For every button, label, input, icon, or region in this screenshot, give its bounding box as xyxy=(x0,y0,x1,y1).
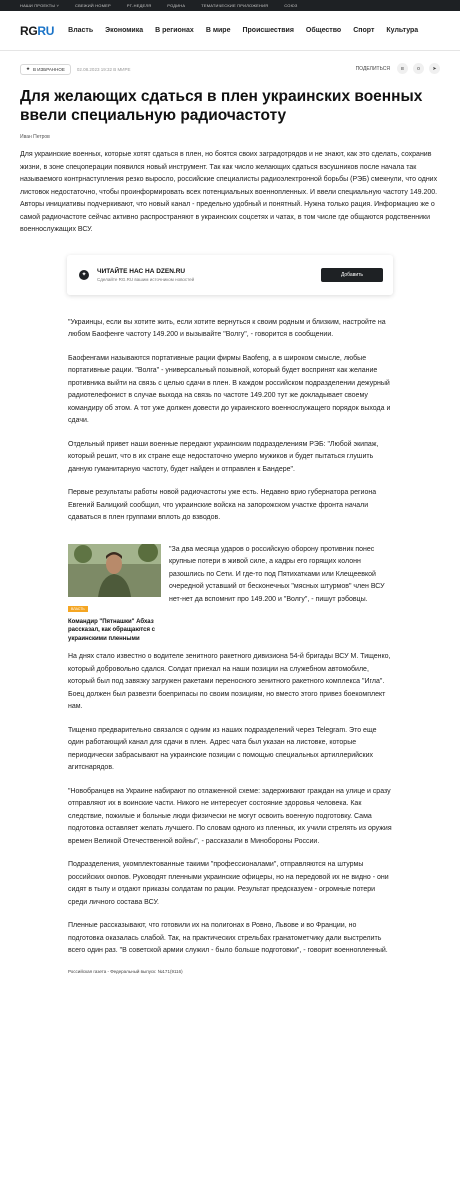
nav-item-regions[interactable]: В регионах xyxy=(155,27,194,34)
top-projects-bar xyxy=(0,0,460,11)
nav-item-economy[interactable]: Экономика xyxy=(105,27,144,34)
article-paragraph: "Новобранцев на Украине набирают по отлаженной схеме: задерживают граждан на улице и сразу отправляют их в воинские части. Никого не интересует состояние здоровья человека. Как следствие, пожилые и больные люди физически не могут освоить военную подготовку. Сама подготовка оставляет желать лучшего. По словам одного из пленных, их учили стрелять из оружия времен Великой Отечественной войны", - рассказали в Минобороны России. xyxy=(68,787,392,845)
article-date: 02.08.2023 19:32 В МИРЕ xyxy=(76,66,131,72)
print-edition-note: Российская газета - Федеральный выпуск: №171(9116) xyxy=(68,968,183,974)
share-label: ПОДЕЛИТЬСЯ xyxy=(355,65,390,72)
dzen-title: ЧИТАЙТЕ НАС НА DZEN.RU xyxy=(97,267,186,275)
article-paragraph: Баофенгами называются портативные рации фирмы Baofeng, а в широком смысле, любые портативные рации. "Волга" - универсальный позывной, который будет воспринят как желание противника выйти на связь с целью сдачи в плен. В каждом российском подразделении дежурный радиотелефонист в случае выхода на связь по частоте 149.200 тут же докладывает своему командиру об этом. А тот уже должен довести до украинского военнослужащего порядок выхода и сдачи. xyxy=(68,354,391,424)
topbar-link-rg-week[interactable]: РГ-НЕДЕЛЯ xyxy=(126,3,152,8)
article-author[interactable]: Иван Петров xyxy=(20,134,50,140)
topbar-link-supplements[interactable]: ТЕМАТИЧЕСКИЕ ПРИЛОЖЕНИЯ xyxy=(201,3,269,8)
article-paragraph: "За два месяца ударов о российскую оборону противник понес крупные потери в живой силе, а кадры его горящих колонн разошлись по Сети. И где-то под Пятихатками или Клещеевкой очередной уставший от бесконечных "мясных штурмов" член ВСУ нет-нет да вспомнит про 149.200 и "Волгу", - пишут рэбовцы. xyxy=(169,545,385,603)
related-article-card[interactable] xyxy=(68,544,161,644)
vk-icon[interactable]: в xyxy=(397,63,408,74)
article-paragraph: Первые результаты работы новой радиочастоты уже есть. Недавно врио губернатора региона Евгений Балицкий сообщил, что украинские войска на запорожском участке фронта начали сдаваться в плен группами вплоть до взводов. xyxy=(68,489,377,521)
star-icon: ★ xyxy=(26,66,31,71)
telegram-icon[interactable]: ➤ xyxy=(429,63,440,74)
topbar-link-soyuz[interactable]: СОЮЗ xyxy=(284,3,298,8)
article-paragraph: "Украинцы, если вы хотите жить, если хотите вернуться к своим родным и близким, настройте на любом Баофенге частоту 149.200 и вызывайте "Волгу", - говорится в сообщении. xyxy=(68,318,386,338)
related-article-caption[interactable]: Командир "Пятнашки" Абхаз рассказал, как обращаются с украинскими пленными xyxy=(68,618,156,642)
dzen-subtitle: Сделайте RG.RU вашим источником новостей xyxy=(97,276,195,282)
dzen-subscribe-banner xyxy=(67,255,393,295)
article-paragraph: На днях стало известно о водителе зенитного ракетного дивизиона 54-й бригады ВСУ М. Тищенко, который добровольно сдался. Солдат приехал на наши позиции на служебном автомобиле, который был под завязку загружен ракетами переносного зенитного ракетного комплекса "Игла". Боец должен был развезти боеприпасы по своим позициям, но вместо этого привез боекомплект нам. xyxy=(68,653,391,710)
dzen-logo-icon: ✦ xyxy=(79,270,89,280)
article-lead: Для украинские военных, которые хотят сдаться в плен, но боятся своих заградотрядов и не знают, как это сделать, сохранив жизни, в зоне спецоперации появился новый инструмент. Так как число желающих сдаться вэсушников после начала так называемого контрнаступления резко выросло, российские специалисты радиоэлектронной борьбы (РЭБ) смекнули, что одних листовок недостаточно, чтобы проинформировать всех потенциальных военнопленных. И ввели специальную частоту 149.200. Авторы инициативы подчеркивают, что новый канал - предельно удобный и понятный. Нужна только рация. Информацию же о самой радиочастоте сейчас активно распространяют в украинских соцсетях и чатах, в том числе где общаются родственники военнослужащих ВСУ. xyxy=(20,151,438,233)
related-article-photo[interactable] xyxy=(68,544,161,597)
nav-item-incidents[interactable]: Происшествия xyxy=(242,27,294,34)
topbar-link-rodina[interactable]: РОДИНА xyxy=(167,3,186,8)
nav-item-world[interactable]: В мире xyxy=(205,27,231,34)
nav-item-sport[interactable]: Спорт xyxy=(353,27,375,34)
odnoklassniki-icon[interactable]: о xyxy=(413,63,424,74)
article-paragraph: Отдельный привет наши военные передают украинским подразделениям РЭБ: "Любой экипаж, который решит, что в их стране еще недостаточно умерло мужиков и будет пытаться глушить данную гуманитарную частоту, будет найден и отправлен к Бандере". xyxy=(68,440,379,473)
add-to-favorites-button[interactable]: ★ В ИЗБРАННОЕ xyxy=(20,64,71,75)
article-title: Для желающих сдаться в плен украинских военных ввели специальную радиочастоту xyxy=(20,88,423,124)
share-block xyxy=(356,63,440,74)
article-meta xyxy=(0,51,460,87)
topbar-link-fresh-issue[interactable]: СВЕЖИЙ НОМЕР xyxy=(75,3,111,8)
nav-item-society[interactable]: Общество xyxy=(305,27,342,34)
related-article-tag[interactable]: ВЛАСТЬ xyxy=(68,606,88,612)
nav-item-vlast[interactable]: Власть xyxy=(68,27,94,34)
dzen-add-button[interactable]: Добавить xyxy=(321,268,383,282)
site-logo[interactable]: RGRU xyxy=(20,23,55,38)
article-paragraph: Тищенко предварительно связался с одним из наших подразделений через Telegram. Это еще один работающий канал для сдачи в плен. Адрес чата был указан на листовке, которые периодически забрасывают на украинские позиции с помощью специальных артиллерийских агитснарядов. xyxy=(68,726,377,771)
article-paragraph: Подразделения, укомплектованные такими "профессионалами", отправляются на штурмы российских окопов. Руководят пленными украинские офицеры, но на передовой их не видно - они сидят в тылу и отдают приказы солдатам по рации. Результат предсказуем - огромные потери среди личного состава ВСУ. xyxy=(68,861,389,906)
topbar-link-projects[interactable]: НАШИ ПРОЕКТЫ ˅ xyxy=(20,3,60,8)
main-nav xyxy=(0,11,460,51)
nav-item-culture[interactable]: Культура xyxy=(386,27,419,34)
article-paragraph: Пленные рассказывают, что готовили их на полигонах в Ровно, Львове и во Франции, но подготовка оказалась слабой. Так, на практических стрельбах гранатометчику дали выстрелить всего один раз. "В советской армии служил - было больше подготовки", - говорит военнопленный. xyxy=(68,922,388,954)
related-article-inset xyxy=(68,544,392,644)
section-menu xyxy=(68,27,418,34)
article-body xyxy=(0,317,460,958)
